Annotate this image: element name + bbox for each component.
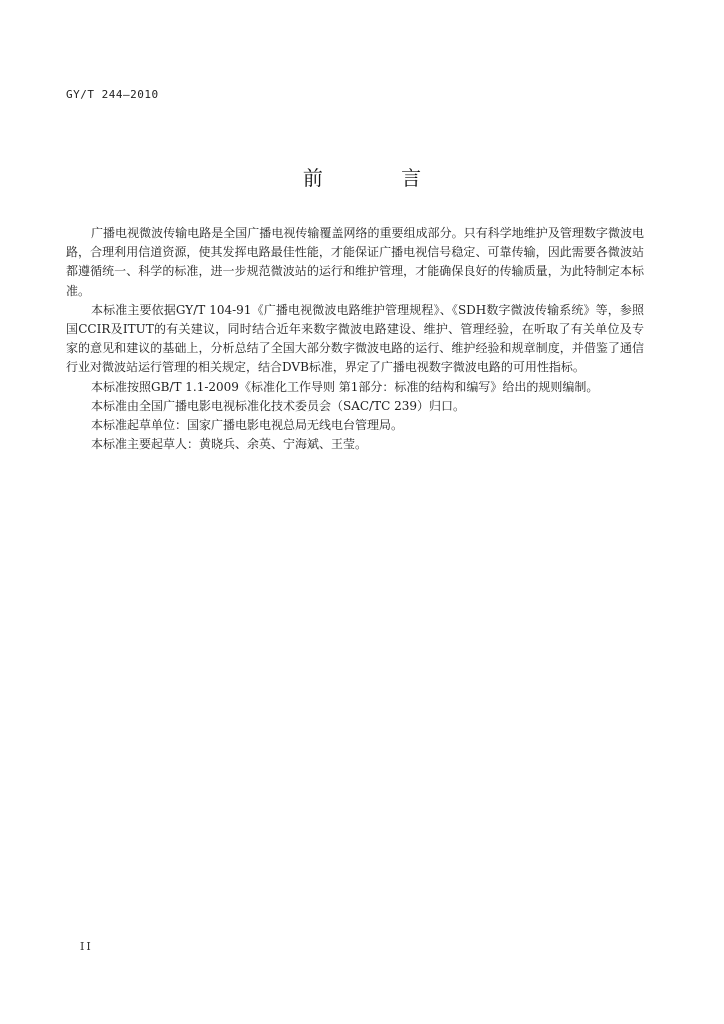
paragraph-3: 本标准按照GB/T 1.1-2009《标准化工作导则 第1部分：标准的结构和编写》给出的规则编制。 [91, 379, 599, 394]
paragraph-2: 本标准主要依据GY/T 104-91《广播电视微波电路维护管理规程》、《SDH数字微波传输系统》等，参照国CCIR及ITUT的有关建议，同时结合近年来数字微波电路建设、维护、管理经验，在听取了有关单位及专家的意见和建议的基础上，分析总结了全国大部分数字微波电路的运行、维护经验和规章制度，并借鉴了通信行业对微波站运行管理的相关规定，结合DVB标准，界定了广播电视数字微波电路的可用性指标。 [66, 302, 644, 375]
preface-body [66, 224, 644, 454]
paragraph-4: 本标准由全国广播电影电视标准化技术委员会（SAC/TC 239）归口。 [91, 398, 466, 413]
paragraph-1: 广播电视微波传输电路是全国广播电视传输覆盖网络的重要组成部分。只有科学地维护及管理数字微波电路，合理利用信道资源，使其发挥电路最佳性能，才能保证广播电视信号稳定、可靠传输，因此需要各微波站都遵循统一、科学的标准，进一步规范微波站的运行和维护管理，才能确保良好的传输质量，为此特制定本标准。 [66, 226, 644, 298]
paragraph-6: 本标准主要起草人：黄晓兵、余英、宁海斌、王莹。 [91, 437, 368, 452]
standard-code-header: GY/T 244—2010 [66, 88, 159, 101]
page-number: II [80, 940, 93, 953]
page-title: 前 言 [302, 166, 458, 190]
paragraph-5: 本标准起草单位：国家广播电影电视总局无线电台管理局。 [91, 418, 404, 433]
